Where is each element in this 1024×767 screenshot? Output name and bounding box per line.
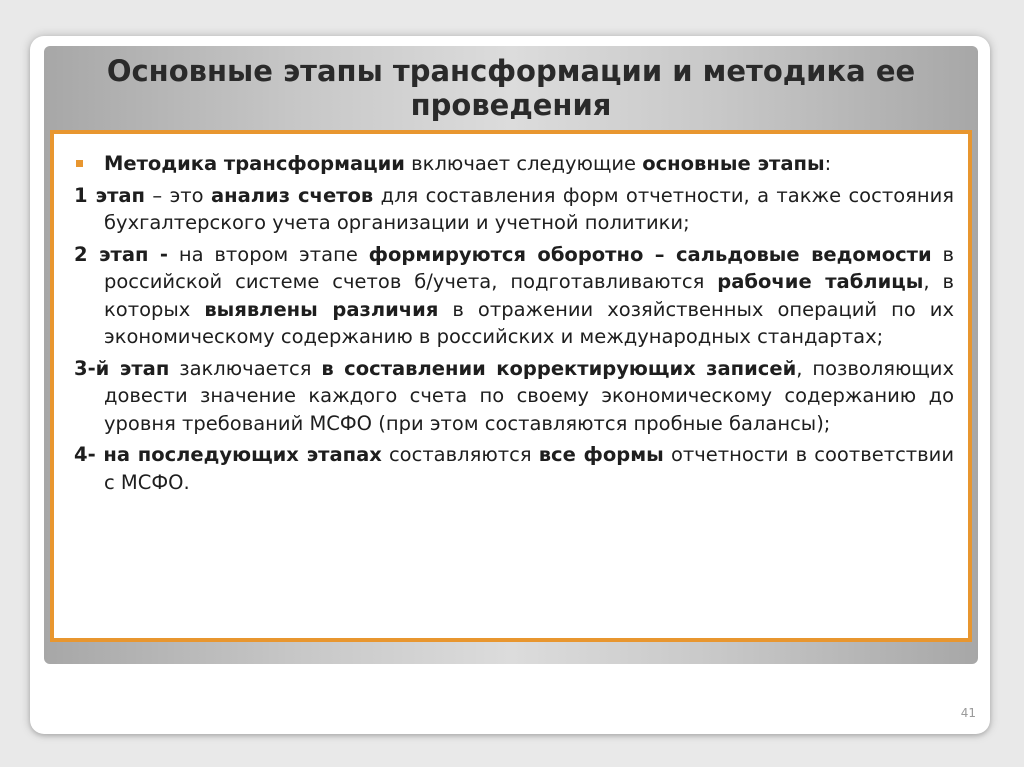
step-3-text-2: , позволяющих довести значение каждого счета по своему экономическому содержанию до уровня требований МСФО (при этом составляются пробные балансы); [104,356,955,435]
step-4-text-2: отчетности в соответствии с МСФО. [104,443,954,494]
slide [30,36,990,734]
slide-title: Основные этапы трансформации и методика ее проведения [106,54,916,122]
intro-paragraph [74,150,954,178]
intro-bold-1: Методика трансформации [104,152,405,175]
step-1-text-2: для составления форм отчетности, а также состояния бухгалтерского учета организации и учетной политики; [104,183,955,234]
step-1-label: 1 этап [74,183,146,207]
step-4-paragraph [74,441,954,496]
step-2-paragraph [74,241,954,351]
slide-number: 41 [960,706,976,720]
step-2-text-4: в отражении хозяйственных операций по их экономическому содержанию в российских и международных стандартах; [104,297,955,348]
step-1-paragraph [74,182,954,237]
step-4-text-1: составляются [381,443,539,466]
step-2-bold-3: выявлены различия [204,297,439,321]
content-box [50,130,972,642]
step-1-text-1: – это [145,183,211,207]
step-4-label: 4- на последующих этапах [74,443,382,466]
step-1-bold: анализ счетов [210,183,374,207]
step-3-bold: в составлении корректирующих записей [321,356,797,380]
step-2-bold-1: формируются оборотно – сальдовые ведомости [368,242,932,266]
step-3-label: 3-й этап [74,356,170,380]
step-2-text-3: , в которых [104,270,954,321]
step-2-bold-2: рабочие таблицы [717,270,924,293]
square-bullet-icon [76,160,83,167]
intro-text-2: : [824,152,832,175]
step-2-text-2: в российской системе счетов б/учета, подготавливаются [104,242,954,293]
step-4-bold: все формы [538,443,664,466]
step-2-text-1: на втором этапе [168,242,369,266]
step-2-label: 2 этап - [74,242,169,266]
step-3-paragraph [74,355,954,438]
intro-bold-2: основные этапы [642,152,825,175]
step-3-text-1: заключается [169,356,322,380]
intro-text-1: включает следующие [404,152,643,175]
